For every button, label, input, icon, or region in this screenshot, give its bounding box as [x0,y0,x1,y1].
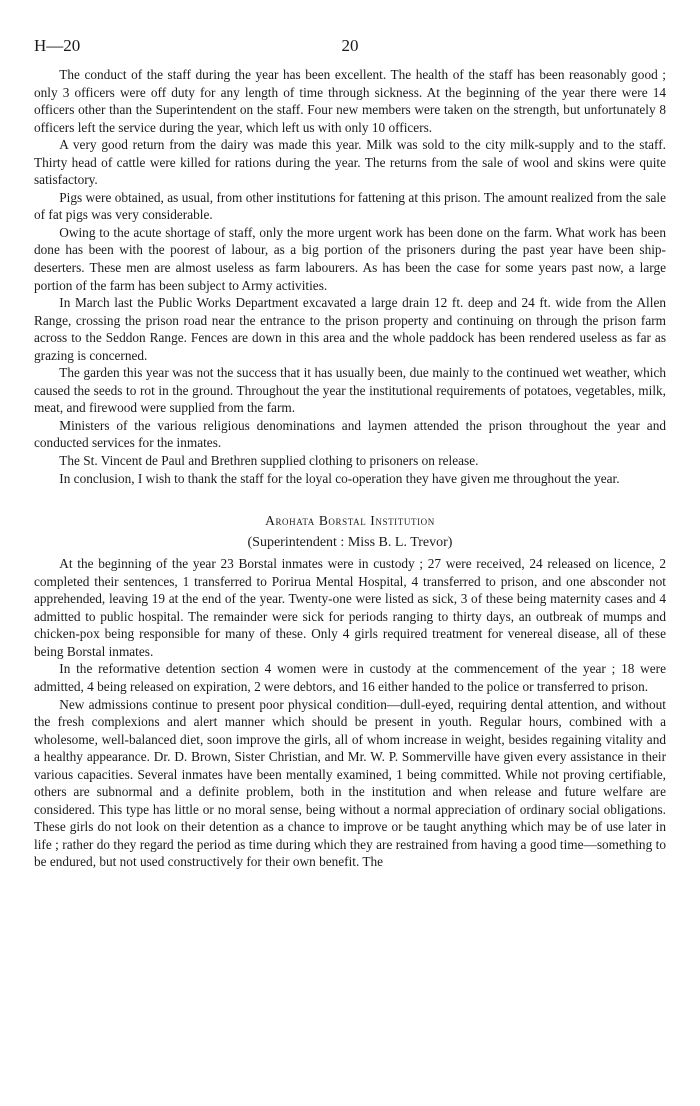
paragraph-dairy: A very good return from the dairy was made this year. Milk was sold to the city milk-supply and to the staff. Thirty head of cattle were killed for rations during the year. The returns from the sale of wool and skins were quite satisfactory. [34,137,666,188]
paragraph-new-admissions: New admissions continue to present poor physical condition—dull-eyed, requiring dental attention, and without the fresh complexions and alert manner which should be present in youth. Regular hours, combined with a wholesome, well-balanced diet, soon improve the girls, all of whom increase in weight, besides regaining vitality and a healthy appearance. Dr. D. Brown, Sister Christian, and Mr. W. P. Sommerville have given every assistance in their various capacities. Several inmates have been mentally examined, 1 being committed. While not proving certifiable, others are subnormal and a definite problem, both in the institution and when release and future welfare are considered. This type has little or no moral sense, being without a normal appreciation of ordinary social obligations. These girls do not look on their detention as a chance to improve or be taught anything which may be of use later in life ; rather do they regard the period as time during which they are restrained from having a good time—something to be endured, but not used constructively for their own benefit. The [34,696,666,870]
page-header [34,36,666,66]
paragraph-drain: In March last the Public Works Department excavated a large drain 12 ft. deep and 24 ft. wide from the Allen Range, crossing the prison road near the entrance to the prison property and continuing on through the prison farm across to the Seddon Range. Fences are down in this area and the whole paddock has been rendered useless as far as grazing is concerned. [34,295,666,363]
document-page [34,36,666,871]
paragraph-garden: The garden this year was not the success that it has usually been, due mainly to the continued wet weather, which caused the seeds to rot in the ground. Throughout the year the institutional requirements of potatoes, vegetables, milk, meat, and firewood were supplied from the farm. [34,365,666,416]
page-number: 20 [341,36,359,55]
paragraph-staff-conduct: The conduct of the staff during the year has been excellent. The health of the staff has been reasonably good ; only 3 officers were off duty for any length of time through sickness. At the beginning of the year there were 14 officers other than the Superintendent on the staff. Four new members were taken on the strength, but unfortunately 8 officers left the service during the year, which left us with only 10 officers. [34,67,666,135]
prison-report-section [34,66,666,487]
document-code: H—20 [34,36,81,55]
paragraph-reformative-detention: In the reformative detention section 4 women were in custody at the commencement of the year ; 18 were admitted, 4 being released on expiration, 2 were debtors, and 16 either handed to the police or transferred to prison. [34,661,666,694]
paragraph-custody-numbers: At the beginning of the year 23 Borstal inmates were in custody ; 27 were received, 24 released on licence, 2 completed their sentences, 1 transferred to Porirua Mental Hospital, 4 transferred to prison, and one absconder not apprehended, leaving 19 at the end of the year. Twenty-one were listed as sick, 3 of these being maternity cases and 4 admitted to public hospital. The remainder were sick for periods ranging to thirty days, an outbreak of mumps and chicken-pox being responsible for many of these. Only 4 girls required treatment for venereal disease, all of these being Borstal inmates. [34,556,666,659]
paragraph-conclusion: In conclusion, I wish to thank the staff for the loyal co-operation they have given me throughout the year. [59,470,620,486]
borstal-report-section [34,555,666,871]
paragraph-farm-work: Owing to the acute shortage of staff, only the more urgent work has been done on the farm. What work has been done has been with the poorest of labour, as a big portion of the prisoners during the past year have been ship-deserters. These men are almost useless as farm labourers. As has been the case for some years past now, a large portion of the farm has been subject to Army activities. [34,224,666,293]
paragraph-ministers: Ministers of the various religious denominations and laymen attended the prison throughout the year and conducted services for the inmates. [34,417,666,451]
section-title: Arohata Borstal Institution [265,513,435,529]
paragraph-clothing: The St. Vincent de Paul and Brethren supplied clothing to prisoners on release. [59,453,479,469]
paragraph-pigs: Pigs were obtained, as usual, from other institutions for fattening at this prison. The amount realized from the sale of fat pigs was very considerable. [34,189,666,223]
section-subtitle: (Superintendent : Miss B. L. Trevor) [247,535,453,551]
